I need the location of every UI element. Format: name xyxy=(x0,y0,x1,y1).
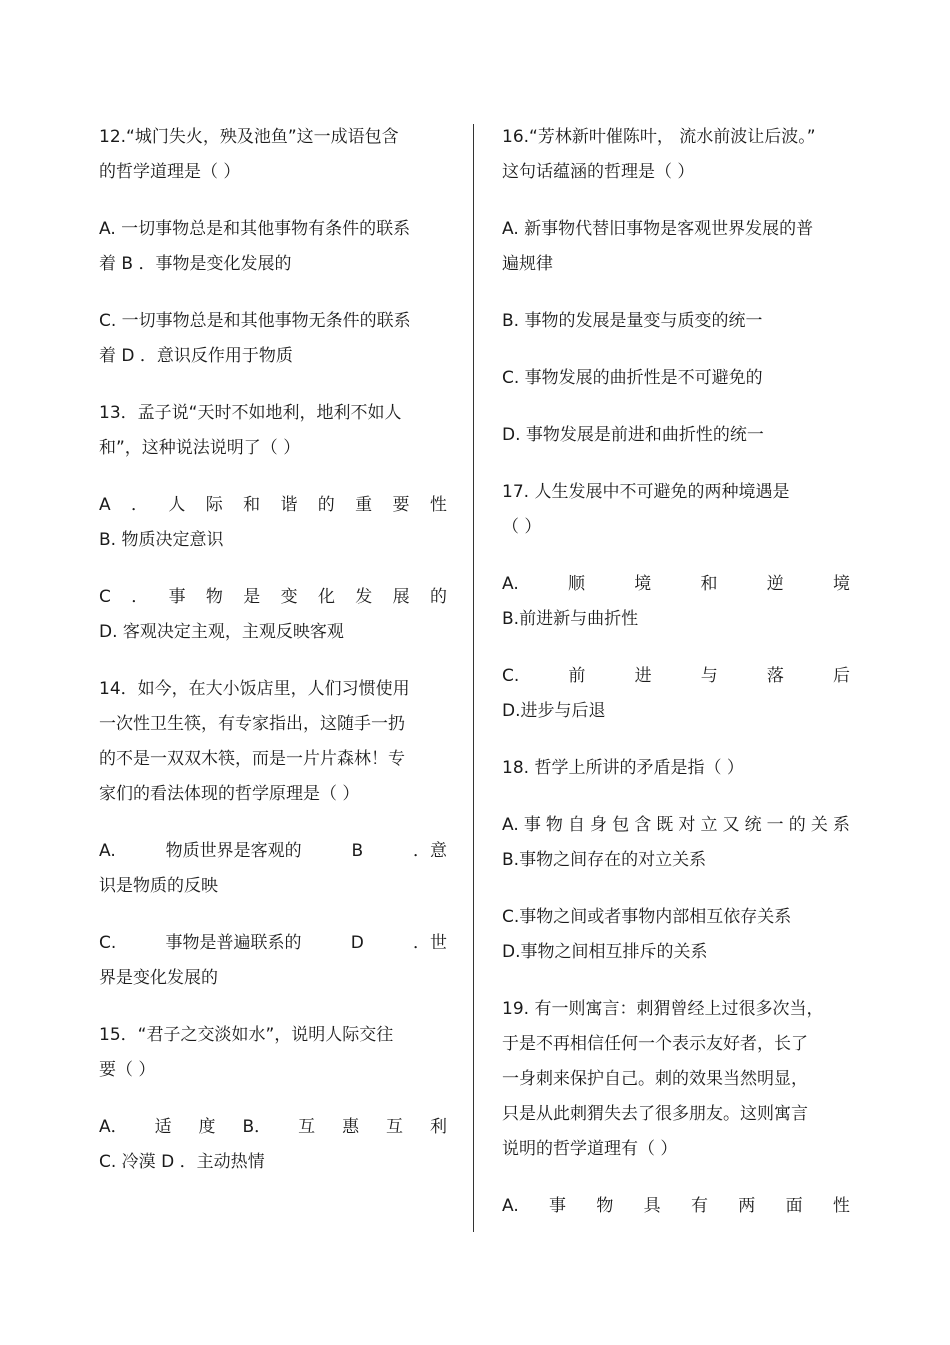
text-token: 度 xyxy=(198,1117,216,1137)
text-token: B xyxy=(351,841,364,861)
text-token: 立 xyxy=(700,815,718,835)
question-block-q12 xyxy=(99,120,447,190)
text-line: 说明的哲学道理有（ ） xyxy=(502,1139,678,1159)
text-token: 的 xyxy=(317,495,335,515)
text-token: 际 xyxy=(205,495,223,515)
text-token: 包 xyxy=(612,815,630,835)
question-block-q18 xyxy=(502,751,850,786)
text-token: 面 xyxy=(785,1196,803,1216)
left-column xyxy=(99,120,447,1202)
question-block-q16-a xyxy=(502,212,850,282)
text-line: 16.“芳林新叶催陈叶， 流水前波让后波。” xyxy=(502,127,816,147)
text-token: 关 xyxy=(810,815,828,835)
text-token: 两 xyxy=(738,1196,756,1216)
text-line: 遍规律 xyxy=(502,254,553,274)
text-token: 境 xyxy=(832,574,850,594)
text-token: 身 xyxy=(590,815,608,835)
text-token: C. xyxy=(502,666,520,686)
text-token: 互 xyxy=(386,1117,404,1137)
text-token: 又 xyxy=(722,815,740,835)
text-token: A. xyxy=(99,841,116,861)
text-token: 发 xyxy=(355,587,373,607)
text-token: 与 xyxy=(700,666,718,686)
question-block-q19-a xyxy=(502,1189,850,1224)
question-block-q16-b xyxy=(502,304,850,339)
text-token: A. xyxy=(502,815,519,835)
text-line xyxy=(99,580,447,615)
text-token: 境 xyxy=(634,574,652,594)
text-token: 物质世界是客观的 xyxy=(165,841,302,861)
text-token: 变 xyxy=(280,587,298,607)
text-line: D. 事物发展是前进和曲折性的统一 xyxy=(502,425,764,445)
text-token: 惠 xyxy=(342,1117,360,1137)
text-line: 一次性卫生筷，有专家指出，这随手一扔 xyxy=(99,714,405,734)
question-block-q13-ab xyxy=(99,488,447,558)
text-token: 有 xyxy=(690,1196,708,1216)
text-line: 19. 有一则寓言：刺猬曾经上过很多次当， xyxy=(502,999,824,1019)
question-block-q14 xyxy=(99,672,447,812)
text-line: C. 冷漠 D ．主动热情 xyxy=(99,1152,265,1172)
text-line: 17. 人生发展中不可避免的两种境遇是 xyxy=(502,482,790,502)
question-block-q16-d xyxy=(502,418,850,453)
question-block-q14-ab xyxy=(99,834,447,904)
text-token: 具 xyxy=(643,1196,661,1216)
right-column xyxy=(502,120,850,1246)
text-token: 自 xyxy=(567,815,585,835)
text-token: 重 xyxy=(355,495,373,515)
text-token: A． xyxy=(99,1117,128,1137)
text-line: 一身刺来保护自己。刺的效果当然明显， xyxy=(502,1069,808,1089)
text-line: 的哲学道理是（ ） xyxy=(99,162,241,182)
text-token: D xyxy=(350,933,364,953)
text-line xyxy=(502,567,850,602)
text-token: 含 xyxy=(634,815,652,835)
text-token: 进 xyxy=(634,666,652,686)
text-token: 系 xyxy=(832,815,850,835)
text-line: C. 一切事物总是和其他事物无条件的联系 xyxy=(99,311,411,331)
text-line: 的不是一双双木筷，而是一片片森林！专 xyxy=(99,749,405,769)
text-line: B.前进新与曲折性 xyxy=(502,609,639,629)
text-token: 物 xyxy=(205,587,223,607)
text-token: 是 xyxy=(243,587,261,607)
text-token: 物 xyxy=(596,1196,614,1216)
text-line: 13．孟子说“天时不如地利，地利不如人 xyxy=(99,403,402,423)
text-token: C xyxy=(99,587,111,607)
text-token: 物 xyxy=(545,815,563,835)
text-token: ．世 xyxy=(412,933,447,953)
question-block-q14-cd xyxy=(99,926,447,996)
text-line xyxy=(99,926,447,961)
text-line: 着 D ．意识反作用于物质 xyxy=(99,346,293,366)
question-block-q16 xyxy=(502,120,850,190)
text-token: 适 xyxy=(154,1117,172,1137)
text-line: B. 物质决定意识 xyxy=(99,530,224,550)
column-divider xyxy=(473,124,474,1232)
text-line: A. 一切事物总是和其他事物有条件的联系 xyxy=(99,219,411,239)
text-token: 逆 xyxy=(766,574,784,594)
text-token: A xyxy=(99,495,111,515)
text-line xyxy=(502,1189,850,1224)
question-block-q15 xyxy=(99,1018,447,1088)
text-token: 顺 xyxy=(567,574,585,594)
text-line: 和”，这种说法说明了（ ） xyxy=(99,438,301,458)
text-token: 前 xyxy=(568,666,586,686)
text-token: 利 xyxy=(429,1117,447,1137)
question-block-q13 xyxy=(99,396,447,466)
text-line: 14．如今，在大小饭店里，人们习惯使用 xyxy=(99,679,410,699)
text-line: （ ） xyxy=(502,517,542,537)
text-line xyxy=(502,808,850,843)
question-block-q12-cd xyxy=(99,304,447,374)
text-line: 于是不再相信任何一个表示友好者，长了 xyxy=(502,1034,808,1054)
text-token: 事物是普遍联系的 xyxy=(165,933,302,953)
text-token: 对 xyxy=(678,815,696,835)
text-token: 既 xyxy=(656,815,674,835)
text-token: 和 xyxy=(243,495,261,515)
question-block-q15-opts xyxy=(99,1110,447,1180)
text-token: 和 xyxy=(700,574,718,594)
text-token: A. xyxy=(502,1196,519,1216)
question-block-q17 xyxy=(502,475,850,545)
text-line: 界是变化发展的 xyxy=(99,968,218,988)
question-block-q13-cd xyxy=(99,580,447,650)
text-line: B. 事物的发展是量变与质变的统一 xyxy=(502,311,763,331)
question-block-q12-ab xyxy=(99,212,447,282)
question-block-q16-c xyxy=(502,361,850,396)
text-token: 事 xyxy=(168,587,186,607)
question-block-q18-cd xyxy=(502,900,850,970)
text-token: C. xyxy=(99,933,117,953)
text-token: 的 xyxy=(788,815,806,835)
text-line xyxy=(99,1110,447,1145)
text-line: 着 B ．事物是变化发展的 xyxy=(99,254,292,274)
text-token: 统 xyxy=(744,815,762,835)
text-line: B.事物之间存在的对立关系 xyxy=(502,850,707,870)
text-token: 互 xyxy=(298,1117,316,1137)
text-line: 这句话蕴涵的哲理是（ ） xyxy=(502,162,695,182)
text-token: 的 xyxy=(429,587,447,607)
text-line xyxy=(99,834,447,869)
text-token: 一 xyxy=(766,815,784,835)
question-block-q19 xyxy=(502,992,850,1167)
text-line: 只是从此刺猬失去了很多朋友。这则寓言 xyxy=(502,1104,808,1124)
text-line: D.事物之间相互排斥的关系 xyxy=(502,942,708,962)
text-line: C.事物之间或者事物内部相互依存关系 xyxy=(502,907,792,927)
text-line: D. 客观决定主观，主观反映客观 xyxy=(99,622,344,642)
text-token: 要 xyxy=(392,495,410,515)
text-line: 18. 哲学上所讲的矛盾是指（ ） xyxy=(502,758,744,778)
text-token: ． xyxy=(131,587,149,607)
text-line: C. 事物发展的曲折性是不可避免的 xyxy=(502,368,763,388)
text-line xyxy=(502,659,850,694)
text-token: 性 xyxy=(832,1196,850,1216)
text-token: 事 xyxy=(523,815,541,835)
text-line: D.进步与后退 xyxy=(502,701,606,721)
text-token: 落 xyxy=(766,666,784,686)
text-token: 性 xyxy=(429,495,447,515)
text-token: 谐 xyxy=(280,495,298,515)
text-token: 人 xyxy=(168,495,186,515)
question-block-q18-ab xyxy=(502,808,850,878)
question-block-q17-cd xyxy=(502,659,850,729)
text-line: A. 新事物代替旧事物是客观世界发展的普 xyxy=(502,219,814,239)
text-token: 展 xyxy=(392,587,410,607)
text-token: ．意 xyxy=(412,841,447,861)
text-token: B． xyxy=(242,1117,272,1137)
question-block-q17-ab xyxy=(502,567,850,637)
text-line: 要（ ） xyxy=(99,1060,156,1080)
text-token: 化 xyxy=(317,587,335,607)
text-line: 15．“君子之交淡如水”，说明人际交往 xyxy=(99,1025,394,1045)
text-token: A. xyxy=(502,574,519,594)
text-token: ． xyxy=(131,495,148,515)
text-token: 后 xyxy=(832,666,850,686)
text-line: 识是物质的反映 xyxy=(99,876,218,896)
text-line: 家们的看法体现的哲学原理是（ ） xyxy=(99,784,360,804)
text-token: 事 xyxy=(549,1196,567,1216)
text-line: 12.“城门失火，殃及池鱼”这一成语包含 xyxy=(99,127,399,147)
text-line xyxy=(99,488,447,523)
